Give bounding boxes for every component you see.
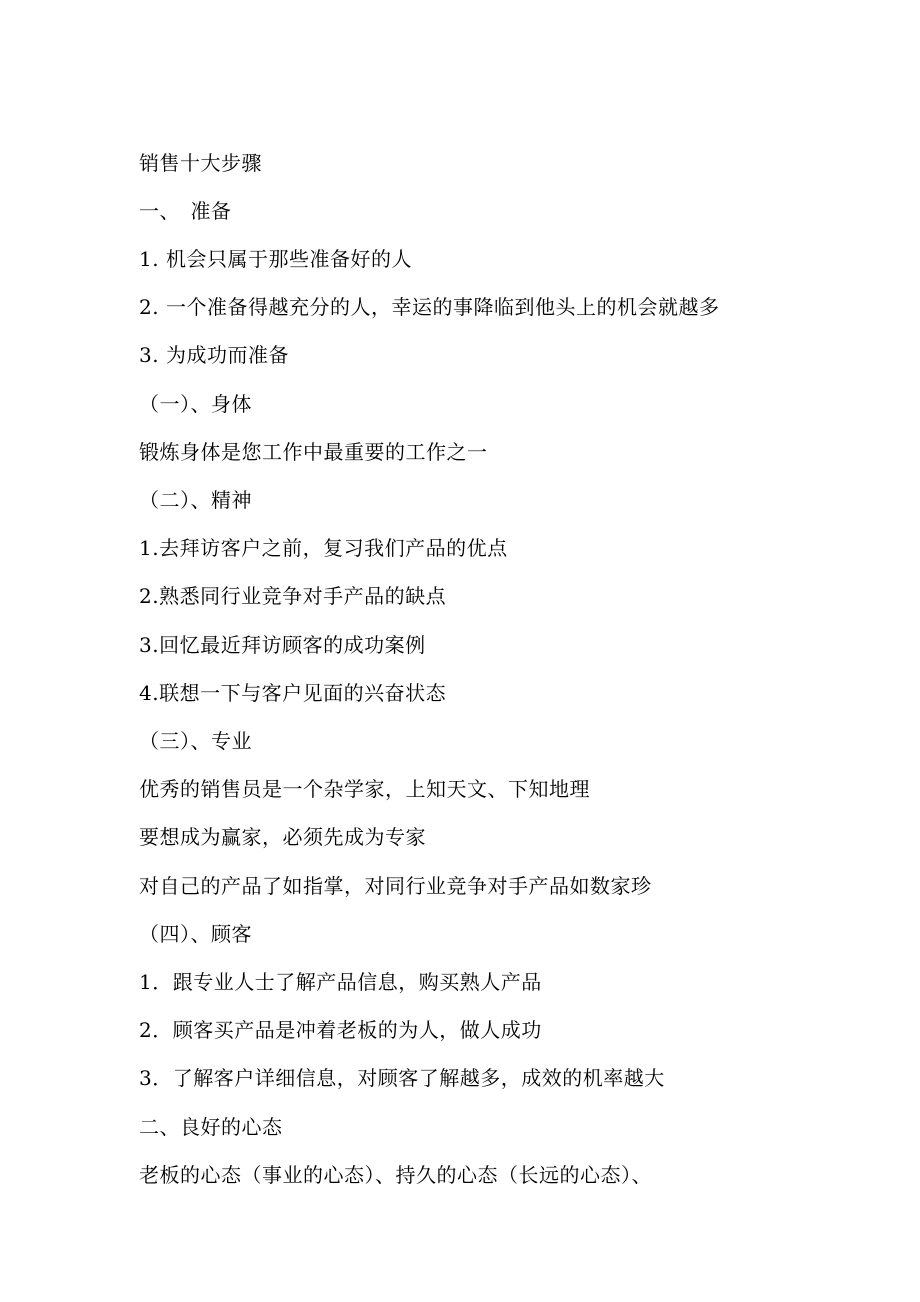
subsection-heading-professional: （三）、专业 xyxy=(139,729,252,753)
subsection-heading-customer: （四）、顾客 xyxy=(139,922,252,946)
text-line: 对自己的产品了如指掌，对同行业竞争对手产品如数家珍 xyxy=(139,874,652,898)
subsection-heading-body: （一）、身体 xyxy=(139,392,252,416)
text-line: 3．了解客户详细信息，对顾客了解越多，成效的机率越大 xyxy=(139,1066,665,1090)
text-line: 1．跟专业人士了解产品信息，购买熟人产品 xyxy=(139,970,542,994)
text-line: 锻炼身体是您工作中最重要的工作之一 xyxy=(139,440,488,464)
text-line: 4.联想一下与客户见面的兴奋状态 xyxy=(139,681,447,705)
text-line: 优秀的销售员是一个杂学家，上知天文、下知地理 xyxy=(139,777,590,801)
text-line: 3.回忆最近拜访顾客的成功案例 xyxy=(139,633,426,657)
text-line: 要想成为赢家，必须先成为专家 xyxy=(139,825,426,849)
text-line: 1.去拜访客户之前，复习我们产品的优点 xyxy=(139,536,508,560)
document-title: 销售十大步骤 xyxy=(139,151,262,175)
text-line: 2. 一个准备得越充分的人，幸运的事降临到他头上的机会就越多 xyxy=(139,295,720,319)
section-heading-mindset: 二、良好的心态 xyxy=(139,1115,283,1139)
text-line: 3. 为成功而准备 xyxy=(139,343,289,367)
section-heading-preparation: 一、 准备 xyxy=(139,199,232,223)
text-line: 2．顾客买产品是冲着老板的为人，做人成功 xyxy=(139,1018,542,1042)
subsection-heading-spirit: （二）、精神 xyxy=(139,488,252,512)
text-line: 老板的心态（事业的心态）、持久的心态（长远的心态）、 xyxy=(139,1163,652,1187)
text-line: 1. 机会只属于那些准备好的人 xyxy=(139,247,412,271)
text-line: 2.熟悉同行业竞争对手产品的缺点 xyxy=(139,584,447,608)
